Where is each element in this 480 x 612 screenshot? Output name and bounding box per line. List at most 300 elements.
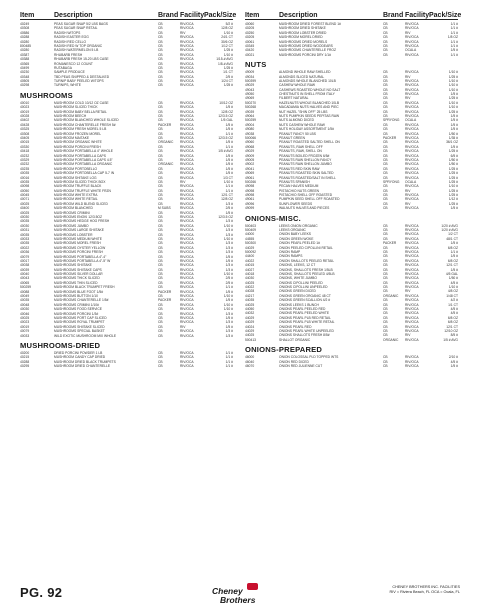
item-pack-size: 1/5 GAL (220, 118, 233, 123)
item-facility: RIV/OCA (405, 223, 419, 228)
item-number: 44400 (245, 254, 255, 259)
item-facility: RIV/OCA (180, 79, 194, 84)
item-pack-size: 1/10 # (448, 70, 458, 75)
item-description: NUTS CASHEW WHOLE RAW (279, 122, 325, 127)
item-description: ALMOND WHOLE RAW SHELLED (279, 70, 331, 75)
item-number: 40280 (20, 39, 30, 44)
item-description: PEANUTS RED SKIN RAW (279, 166, 320, 171)
item-description: MUSHROOM CHANTERELLE FRESH 5# (54, 122, 116, 127)
item-number: 49039 (245, 109, 255, 114)
item-brand: CB (158, 149, 163, 154)
product-row (245, 338, 458, 342)
column-headers (245, 8, 462, 20)
item-number: 46000 (245, 355, 255, 360)
item-brand: CB (158, 320, 163, 325)
item-brand: CB (383, 236, 388, 241)
item-facility: RIV/OCA (405, 206, 419, 211)
item-number: 40205 (245, 35, 255, 40)
item-number: 40420 (245, 48, 255, 53)
item-facility: RIV/OCA (405, 105, 419, 110)
item-description: TURNIP BABY PEELED W/TOPS (54, 79, 104, 84)
item-pack-size: 1/25 # (223, 65, 233, 70)
item-pack-size: 1/1 # (225, 359, 233, 364)
item-brand: CB (158, 267, 163, 272)
item-brand: CB (158, 193, 163, 198)
header-facility: Facility (180, 12, 205, 19)
item-facility: RIV/OCA (180, 171, 194, 176)
header-facility: Facility (405, 12, 430, 19)
item-pack-size: 4/2 # (450, 298, 458, 303)
item-description: MUSHROOM PORTOBELLO (54, 166, 98, 171)
item-pack-size: 1/10 # (223, 223, 233, 228)
item-brand: CB (383, 223, 388, 228)
item-facility: RIV/OCA (405, 293, 419, 298)
item-pack-size: 1/25 # (448, 179, 458, 184)
item-pack-size: 1/5 # (450, 363, 458, 368)
item-description: ONION BABY LEEKS (279, 232, 312, 237)
item-pack-size: 1/3 # (225, 241, 233, 246)
item-facility: RIV/OCA (180, 250, 194, 255)
item-brand: CB (158, 175, 163, 180)
item-facility: RIV/OCA (180, 83, 194, 88)
item-pack-size: 1/1 # (225, 188, 233, 193)
item-description: RADISH RED CELLO (54, 39, 87, 44)
item-pack-size: 1/1 # (225, 144, 233, 149)
item-brand: CB (158, 280, 163, 285)
item-pack-size: 1/25 # (448, 201, 458, 206)
item-brand: CB (383, 333, 388, 338)
item-description: CASHEW WHOLE RAW (279, 83, 315, 88)
item-pack-size: 36/1 OZ (446, 140, 458, 145)
item-description: SAMPLE PRODUCE (54, 70, 85, 75)
item-brand: CB (158, 39, 163, 44)
item-brand: CB (158, 35, 163, 40)
item-brand: CB (383, 166, 388, 171)
item-description: RHUBARB FRESH 15-20 LBS CASE (54, 57, 109, 62)
item-number: 40043 (20, 276, 30, 281)
item-description: PISTACHIO NUTS GREEN (279, 188, 320, 193)
item-number: 40046 (20, 311, 30, 316)
item-number: 40405 (20, 135, 30, 140)
item-number: 40387 (20, 52, 30, 57)
item-facility: RIV/OCA (180, 294, 194, 299)
item-facility: RIV/OCA (405, 100, 419, 105)
item-number: 40215 (20, 355, 30, 360)
item-pack-size: 4/8 OZ (447, 289, 458, 294)
item-description: ONION RAMPS (279, 254, 303, 259)
item-pack-size: 6/8 OZ (447, 320, 458, 325)
item-brand: CB (158, 131, 163, 136)
item-facility: RIV/OCA (405, 280, 419, 285)
item-number: 40288 (20, 35, 30, 40)
item-brand: CB (383, 149, 388, 154)
item-pack-size: 4/5 # (450, 307, 458, 312)
item-brand: CB (383, 153, 388, 158)
item-number: 40298 (20, 83, 30, 88)
item-brand: CB (383, 122, 388, 127)
item-description: ONIONS GREEN ORGANIC 48 CT (279, 293, 331, 298)
item-number: 40232 (20, 153, 30, 158)
item-brand: CB (383, 258, 388, 263)
item-brand: CB (158, 100, 163, 105)
item-description: MUSHROOMS SHIITAKE (54, 263, 92, 268)
item-brand: CB (158, 263, 163, 268)
item-pack-size: 1/5 # (225, 153, 233, 158)
item-brand: CB (383, 206, 388, 211)
item-number: 500399 (245, 78, 257, 83)
item-brand: CB (383, 193, 388, 198)
item-description: ONIONS CIPOLLINI PEELED (279, 280, 323, 285)
item-brand: CB (158, 65, 163, 70)
item-brand: CB (158, 329, 163, 334)
item-brand: CB (383, 70, 388, 75)
page-number: PG. 92 (20, 585, 63, 600)
item-facility: RIV/OCA (405, 157, 419, 162)
section-title: MUSHROOMS (20, 90, 73, 100)
item-facility: RIV/OCA (405, 363, 419, 368)
header-item: Item (245, 12, 260, 19)
product-row (245, 364, 458, 368)
item-number: 40325 (20, 127, 30, 132)
item-pack-size: 4/5 # (450, 280, 458, 285)
item-brand: CB (383, 188, 388, 193)
item-pack-size: 1/10 # (223, 272, 233, 277)
item-pack-size: 2/10 # (448, 355, 458, 360)
item-brand: CB (158, 197, 163, 202)
item-pack-size: 1/5 # (225, 324, 233, 329)
item-facility: RIV/OCA (180, 57, 194, 62)
header-item: Item (20, 12, 35, 19)
item-description: ONION SHALLOTS PEELED RETAIL (279, 258, 335, 263)
item-number: 40388 (20, 57, 30, 62)
item-number: 40035 (20, 298, 30, 303)
item-pack-size: 1/35 # (448, 135, 458, 140)
item-pack-size: 8/5 # (450, 333, 458, 338)
item-pack-size: 1/5 # (225, 157, 233, 162)
item-facility: RIV/OCA (405, 307, 419, 312)
item-brand: CB (383, 157, 388, 162)
item-pack-size: 1/3 # (225, 267, 233, 272)
item-facility: RIV/OCA (180, 263, 194, 268)
item-number: 40030 (20, 223, 30, 228)
item-brand: CB (383, 92, 388, 97)
item-pack-size: 1/10 # (223, 52, 233, 57)
item-number: 500066 (245, 135, 257, 140)
item-number: 49096 (245, 201, 255, 206)
item-number: 40061 (245, 39, 255, 44)
item-number: 40040 (20, 272, 30, 277)
item-pack-size: 6/5 # (450, 153, 458, 158)
item-pack-size: 12/10 OZ (444, 329, 458, 333)
header-brand: Brand (158, 12, 179, 19)
item-description: MUSHROOMS HEDGE HOG FRESH (54, 219, 110, 224)
item-pack-size: 1/1 # (225, 355, 233, 360)
item-description: PISTACHIO SHELL OFF ROASTED (279, 193, 333, 198)
item-description: PEANUTS ROASTED/SALT IN SHELL (279, 175, 336, 180)
item-facility: RIV/OCA (405, 271, 419, 276)
item-brand: CB (383, 43, 388, 48)
item-pack-size: 1/5 # (450, 267, 458, 272)
item-facility: RIV/OCA (180, 298, 194, 303)
item-number: 40048 (20, 302, 30, 307)
item-description: RADISH WATERMELON 5 LB (54, 48, 99, 53)
item-brand: CB (158, 61, 163, 66)
item-brand: CB (383, 105, 388, 110)
item-facility: RIV/OCA (180, 285, 194, 290)
item-pack-size: 1/1 # (450, 30, 458, 35)
header-pack-size: Pack/Size (429, 12, 462, 19)
item-pack-size: 1/5 # (450, 48, 458, 53)
item-pack-size: 4/5 # (450, 311, 458, 316)
item-number: 500259 (245, 118, 257, 123)
item-brand: ORGANIC (383, 337, 399, 342)
item-pack-size: 1/10 # (223, 307, 233, 312)
item-number: 49029 (245, 83, 255, 88)
item-description: MUSHROOM COLD 10/12 OZ CASE (54, 100, 109, 105)
item-pack-size: 1/5 # AVG (218, 149, 233, 154)
item-description: MUSHROOM DRIED BLACK TRUMPETS (54, 359, 116, 364)
item-description: MUSHROOM PORTOBELLA CAP 5-7 IN (54, 171, 115, 176)
item-number: 44555 (245, 236, 255, 241)
item-pack-size: 1/1 # (225, 131, 233, 136)
item-pack-size: 1/10 # (223, 302, 233, 307)
item-description: MUSHROOMS PORT CAP SLICED (54, 316, 107, 320)
item-pack-size: 1/3 # (225, 263, 233, 268)
item-description: MUSHROOM MOREL DRIED (279, 35, 323, 40)
item-facility: RIV/OCA (180, 26, 194, 31)
item-brand: ORGANIC (383, 293, 399, 298)
item-facility: RIV/OCA (405, 193, 419, 198)
item-pack-size: 1/10 # (448, 105, 458, 110)
right-column (245, 8, 462, 368)
item-pack-size: 2/5 # (225, 206, 233, 211)
item-facility: RIV/OCA (405, 276, 419, 281)
item-pack-size: 1/3 # (225, 245, 233, 250)
item-facility: RIV/OCA (405, 26, 419, 31)
item-pack-size: 1/5 # AVG (443, 337, 458, 342)
column-headers (20, 8, 237, 20)
item-description: MUSHROOMS PORCINI DRY 1/1# (279, 52, 331, 57)
item-description: ONIONS PEARL RED (279, 324, 312, 329)
item-description: MUSHROOMS THIN SLICED (54, 280, 98, 285)
item-number: 40329 (20, 157, 30, 162)
item-pack-size: 1/24 CT (221, 79, 233, 84)
item-pack-size: 1/3 # (225, 333, 233, 338)
item-pack-size: 12/8 OZ (221, 26, 233, 31)
item-pack-size: 1/1 # (225, 184, 233, 189)
item-description: ONIONS, LEEKS, 12 CT (279, 263, 316, 268)
item-number: 500270 (245, 100, 257, 105)
item-number: 49064 (245, 114, 255, 119)
item-brand: CB (158, 70, 163, 75)
item-number: 44029 (245, 315, 255, 320)
item-description: MUSHROOMS PORCINI 1/3# (54, 311, 99, 316)
item-facility: RIV/OCA (405, 78, 419, 83)
item-brand: CB (383, 355, 388, 360)
item-description: PEAS SUGAR SNAP RETAIL (54, 26, 98, 31)
item-pack-size: 1/5 # (450, 122, 458, 127)
item-number: 500403 (245, 223, 257, 228)
item-pack-size: 2/5 # (225, 276, 233, 281)
item-brand: CB (158, 232, 163, 237)
item-pack-size: 1/5 # (450, 114, 458, 119)
item-facility: RIV/OCA (405, 232, 419, 237)
item-brand: CB (383, 363, 388, 368)
item-description: ONIONS PEARL PLB RED RETAIL (279, 315, 331, 320)
item-brand: CB (158, 241, 163, 246)
item-number: 40200 (20, 350, 30, 355)
section-title: NUTS (245, 60, 267, 70)
item-description: MUSHROOM FRESH MOREL 5 LB (54, 127, 107, 132)
item-number: 44029 (245, 245, 255, 250)
item-brand: CB (383, 30, 388, 35)
item-number: 40038 (20, 263, 30, 268)
section-title: ONIONS-MISC. (245, 213, 301, 223)
item-description: ALMONDS SLICED NATURAL (279, 74, 325, 79)
item-description: ALMONDS WHOLE BLANCHED 10LB (279, 78, 336, 83)
item-brand: CB (158, 52, 163, 57)
item-number: 40348 (20, 74, 30, 79)
item-description: MUSHROOM SLICED THICK BOX (54, 179, 106, 184)
item-number: 800485 (20, 43, 32, 48)
item-facility: RIV (180, 30, 186, 35)
item-description: MUSHROOM TRUFFLE BLACK (54, 184, 102, 189)
item-pack-size: 12/8 OZ (221, 197, 233, 202)
item-pack-size: 1/3 # (225, 250, 233, 255)
item-number: 49069 (245, 96, 255, 101)
item-brand: CB (158, 114, 163, 119)
item-number: 40308 (20, 26, 30, 31)
item-number: 49068 (245, 144, 255, 149)
item-description: MUSHROOMS SHIITAKE CAPS (54, 267, 102, 272)
item-facility: RIV/OCA (180, 197, 194, 202)
item-facility: OCALA (405, 179, 417, 184)
item-brand: CB (158, 43, 163, 48)
item-brand: ORGANIC (158, 140, 174, 145)
item-number: 500409 (245, 228, 257, 233)
item-description: ONIONS, SHALLOTS FRESH 1/5LB (279, 267, 333, 272)
item-pack-size: 1/5 # (225, 140, 233, 145)
item-number: 40050 (20, 188, 30, 193)
item-description: LEEKS ONION ORGANIC (279, 223, 318, 228)
item-facility: RIV/OCA (180, 149, 194, 154)
item-number: 44024 (245, 324, 255, 329)
item-pack-size: 1/3 # (225, 219, 233, 224)
item-pack-size: 1/25 # (448, 96, 458, 101)
item-brand: CB (158, 184, 163, 189)
item-number: 46040 (245, 359, 255, 364)
item-facility: RIV/OCA (405, 228, 419, 233)
item-description: PEANUTS SPANISH (279, 179, 310, 184)
item-pack-size: 1/25 # (448, 188, 458, 193)
item-brand: CB (158, 210, 163, 215)
item-pack-size: 1/1 # (225, 364, 233, 369)
item-pack-size: 1/1 # (450, 249, 458, 254)
item-pack-size: 1/20 # AVG (441, 223, 458, 228)
item-pack-size: 1/10 # (448, 87, 458, 92)
item-facility: RIV/OCA (180, 70, 194, 75)
item-description: MUSHROOMS THICK SLICED (54, 276, 100, 281)
item-number: 500268 (245, 105, 257, 110)
item-number: 40295 (20, 364, 30, 369)
item-description: ONIONS, WHITE JUMBO (279, 276, 317, 281)
item-number: 40250 (245, 30, 255, 35)
item-number: 44000 (245, 232, 255, 237)
item-description: MUSHROOMS BUTTON 1/10 (54, 294, 98, 299)
item-facility: RIV/OCA (405, 87, 419, 92)
item-facility: RIV/OCA (405, 144, 419, 149)
item-facility: RIV/OCA (180, 39, 194, 44)
item-brand: CB (383, 289, 388, 294)
item-brand: CB (383, 140, 388, 145)
item-pack-size: 12/1 CT (446, 324, 458, 329)
item-pack-size: 1/20 # AVG (441, 228, 458, 233)
item-pack-size: 4/5 # (450, 359, 458, 364)
item-pack-size: 1/1 # (450, 39, 458, 44)
logo-line-1: Cheney (212, 586, 243, 596)
item-brand: CB (158, 311, 163, 316)
item-brand: CB (158, 258, 163, 263)
item-brand: CB (158, 127, 163, 132)
item-number: 40016 (20, 175, 30, 180)
item-description: MUSHROOM FROZEN MOREL (54, 131, 102, 136)
item-brand: CB (158, 153, 163, 158)
item-number: 49099 (245, 206, 255, 211)
item-number: 40505 (20, 79, 30, 84)
item-facility: RIV/OCA (180, 219, 194, 224)
item-description: MUSHROOMS SILVER DOLLAR (54, 272, 103, 277)
item-brand: CB (158, 171, 163, 176)
item-pack-size: 5/2 # (225, 22, 233, 26)
item-description: MUSHROOMS FOOD SERVICE (54, 307, 102, 312)
item-number: 40079 (20, 329, 30, 334)
item-pack-size: 1/5 # (225, 316, 233, 320)
item-number: 49034 (245, 74, 255, 79)
item-description: ONIONS, SHALLOTS PEELED 4/5LB (279, 271, 335, 276)
item-description: RADISH WITOPS (54, 30, 81, 35)
item-number: 40079 (20, 254, 30, 259)
item-pack-size: 1/3 # (225, 329, 233, 334)
item-facility: RIV (405, 188, 411, 193)
item-number: 40015 (20, 140, 30, 145)
item-brand: PACKER (158, 298, 172, 303)
item-pack-size: 1/5 # (450, 144, 458, 149)
item-number: 40010 (20, 100, 30, 105)
item-facility: RIV (180, 324, 186, 329)
item-number: 49029 (245, 149, 255, 154)
item-facility: RIV (405, 201, 411, 206)
item-brand: CB (383, 127, 388, 132)
item-description: ONIONS PEARL PEELED WHITE (279, 311, 330, 316)
item-number: 40017 (20, 258, 30, 263)
item-number: 40060 (245, 22, 255, 26)
item-brand: PACKER (158, 289, 172, 294)
item-description: SHALLOT ORGANIC (279, 337, 311, 342)
item-pack-size: 1/10 # (223, 30, 233, 35)
item-number: 40025 (20, 210, 30, 215)
item-number: 49009 (245, 153, 255, 158)
item-facility: RIV/OCA (405, 175, 419, 180)
item-facility: RIV/OCA (180, 122, 194, 127)
item-number: 40402 (20, 118, 30, 123)
item-number: 40088 (20, 289, 30, 294)
item-brand: CB (383, 254, 388, 259)
item-pack-size: 1/8 OZ (447, 35, 458, 40)
item-description: LEEKS ORGANIC (279, 228, 306, 233)
item-brand: CB (158, 294, 163, 299)
item-brand: CB (383, 201, 388, 206)
item-description: MUSHROOM BLANCHED WHOLE SLICED (54, 118, 119, 123)
